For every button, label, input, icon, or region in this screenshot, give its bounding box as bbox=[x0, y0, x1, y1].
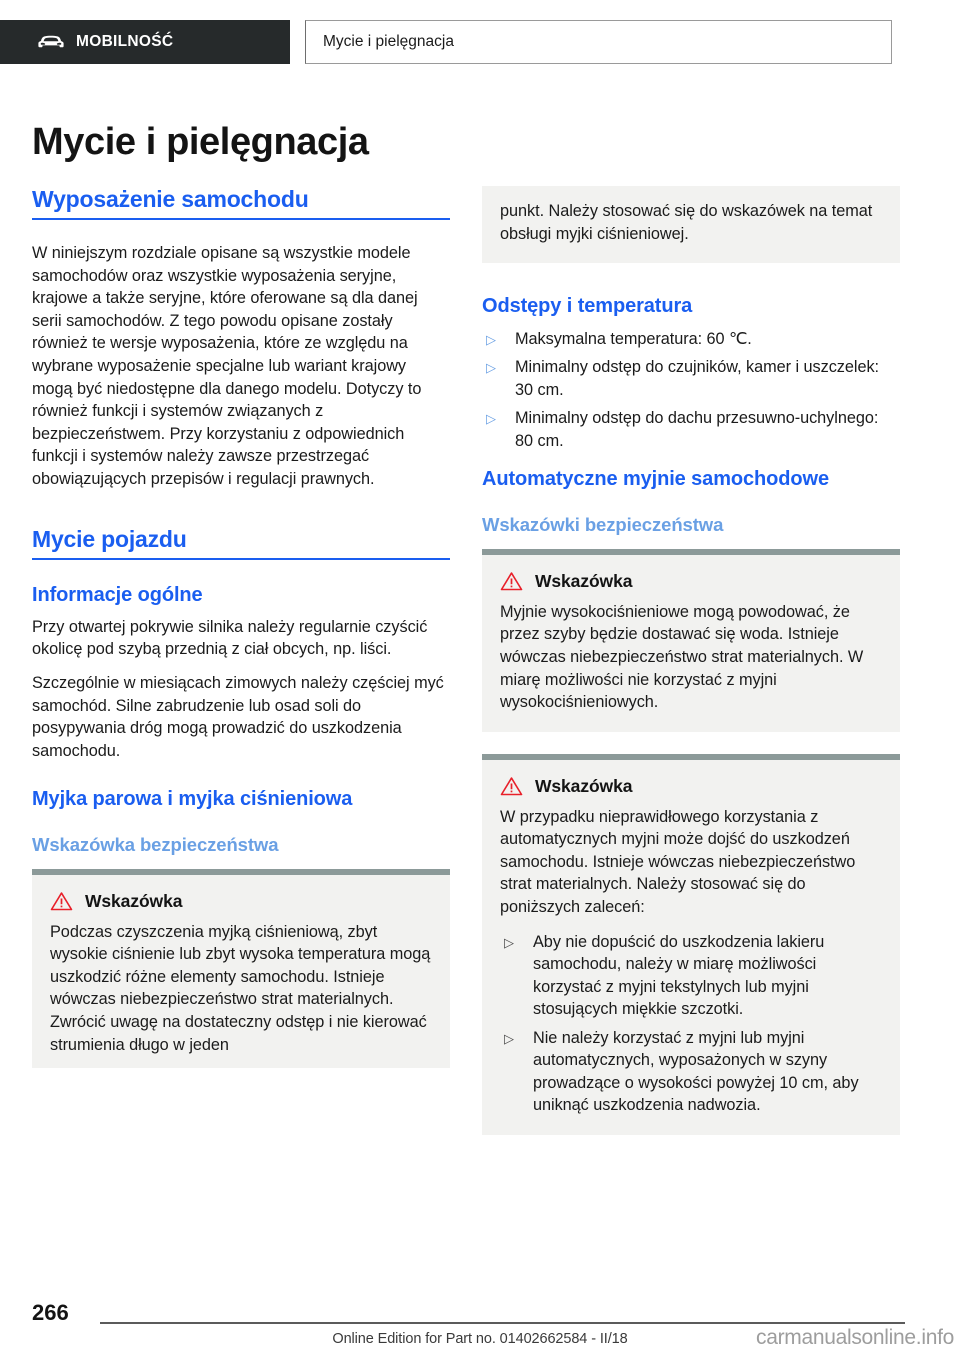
section-heading-wyposazenie: Wyposażenie samochodu bbox=[32, 186, 450, 220]
list-item bbox=[482, 356, 900, 401]
breadcrumb bbox=[305, 20, 892, 64]
subheading-myjka-parowa: Myjka parowa i myjka ciśnieniowa bbox=[32, 788, 353, 811]
list-item bbox=[482, 328, 900, 351]
notice-text: W przypadku nieprawidłowego korzystania z automatycznych myjni może dojść do uszkodzeń samochodu. Istnieje wówczas niebezpieczeństwo strat materialnych. Należy stosować się do poniższych zaleceń: bbox=[500, 807, 856, 916]
notice-box-myjka bbox=[32, 869, 450, 1068]
paragraph-informacje-1: Przy otwartej pokrywie silnika należy regularnie czyścić okolicę pod szybą przednią z ciał obcych, np. liści. bbox=[32, 617, 428, 659]
subheading-wskazowka-bezpieczenstwa: Wskazówka bezpieczeństwa bbox=[32, 833, 279, 855]
list-item-label: Nie należy korzystać z myjni lub myjni automatycznych, wyposażonych w szyny prowadzące o wysokości powyżej 10 cm, aby uniknąć uszkodzenia nadwozia. bbox=[533, 1028, 859, 1115]
bullet-triangle-icon: ▷ bbox=[486, 331, 496, 347]
bullet-triangle-icon: ▷ bbox=[486, 360, 496, 376]
bullet-triangle-icon: ▷ bbox=[486, 411, 496, 427]
right-column bbox=[482, 186, 900, 1135]
notice-title: Wskazówka bbox=[85, 890, 183, 911]
breadcrumb-label: Mycie i pielęgnacja bbox=[323, 33, 454, 50]
list-item-label: Aby nie dopuścić do uszkodzenia lakieru samochodu, należy w miarę możliwości korzystać z myjni tekstylnych lub myjni stosujących miękkie szczotki. bbox=[533, 932, 825, 1019]
list-item-label: Minimalny odstęp do czujników, kamer i uszczelek: 30 cm. bbox=[515, 358, 880, 399]
notice-header bbox=[50, 891, 432, 912]
brand-badge bbox=[0, 20, 290, 64]
warning-triangle-icon bbox=[50, 891, 73, 911]
warning-triangle-icon bbox=[500, 571, 523, 591]
notice-title: Wskazówka bbox=[535, 775, 633, 796]
list-item bbox=[482, 407, 900, 452]
footer-divider bbox=[100, 1322, 905, 1324]
page-number: 266 bbox=[32, 1300, 69, 1325]
list-item bbox=[500, 931, 882, 1021]
bullet-triangle-icon: ▷ bbox=[504, 934, 514, 950]
warning-triangle-icon bbox=[500, 776, 523, 796]
notice-text: Podczas czyszczenia myjką ciśnieniową, zbyt wysokie ciśnienie lub zbyt wysoka temperatura mogą uszkodzić różne elementy samochodu. Istnieje wówczas niebezpieczeństwo strat materialnych. Zwrócić uwagę na dostateczny odstęp i nie kierować strumienia długo w jeden bbox=[50, 922, 431, 1054]
notice-continuation-text: punkt. Należy stosować się do wskazówek na temat obsługi myjki ciśnieniowej. bbox=[500, 202, 873, 243]
bullet-triangle-icon: ▷ bbox=[504, 1030, 514, 1046]
list-item bbox=[500, 1027, 882, 1117]
intro-paragraph: W niniejszym rozdziale opisane są wszystkie modele samochodów oraz wszystkie wyposażenia seryjne, krajowe a także seryjne, które oferowane są dla danej serii samochodów. Z tego powodu opisane zostały również te wersje wyposażenia, które ze względu na wybrane wyposażenie specjalne lub wariant krajowy mogą być niedostępne dla danego modelu. Dotyczy to również funkcji i systemów związanych z bezpieczeństwem. Przy korzystaniu z odpowiednich funkcji i systemów należy zawsze przestrzegać obowiązujących przepisów i regulacji prawnych. bbox=[32, 244, 422, 488]
notice-text: Myjnie wysokociśnieniowe mogą powodować, że przez szyby będzie dostawać się woda. Istnieje wówczas niebezpieczeństwo strat materialnych. W miarę możliwości nie korzystać z myjni wysokociśnieniowych. bbox=[500, 602, 864, 712]
subheading-wskazowki-bezpieczenstwa: Wskazówki bezpieczeństwa bbox=[482, 513, 724, 535]
bullet-list-zalecenia bbox=[500, 931, 882, 1118]
bullet-list-odstepy bbox=[482, 328, 900, 453]
notice-title: Wskazówka bbox=[535, 570, 633, 591]
page-title: Mycie i pielęgnacja bbox=[32, 121, 369, 164]
section-heading-automatyczne-myjnie: Automatyczne myjnie samochodowe bbox=[482, 468, 829, 491]
list-item-label: Maksymalna temperatura: 60 ℃. bbox=[515, 329, 752, 348]
notice-box-myjnie-2 bbox=[482, 754, 900, 1135]
list-item-label: Minimalny odstęp do dachu przesuwno-uchylnego: 80 cm. bbox=[515, 409, 879, 450]
car-front-icon bbox=[38, 34, 64, 50]
section-heading-mycie-pojazdu: Mycie pojazdu bbox=[32, 526, 450, 560]
paragraph-informacje-2: Szczególnie w miesiącach zimowych należy częściej myć samochód. Silne zabrudzenie lub osad soli do posypywania dróg mogą prowadzić do uszkodzenia samochodu. bbox=[32, 673, 444, 760]
notice-header bbox=[500, 776, 882, 797]
page-header bbox=[0, 20, 892, 64]
notice-box-continuation bbox=[482, 186, 900, 263]
notice-header bbox=[500, 571, 882, 592]
notice-box-myjnie-1 bbox=[482, 549, 900, 732]
brand-label: MOBILNOŚĆ bbox=[76, 33, 174, 50]
subheading-odstepy-temperatura: Odstępy i temperatura bbox=[482, 295, 693, 318]
watermark-label: carmanualsonline.info bbox=[756, 1326, 954, 1349]
footer-edition-text: Online Edition for Part no. 01402662584 - II/18 bbox=[332, 1331, 628, 1347]
left-column bbox=[32, 186, 450, 1068]
subheading-informacje-ogolne: Informacje ogólne bbox=[32, 584, 203, 607]
